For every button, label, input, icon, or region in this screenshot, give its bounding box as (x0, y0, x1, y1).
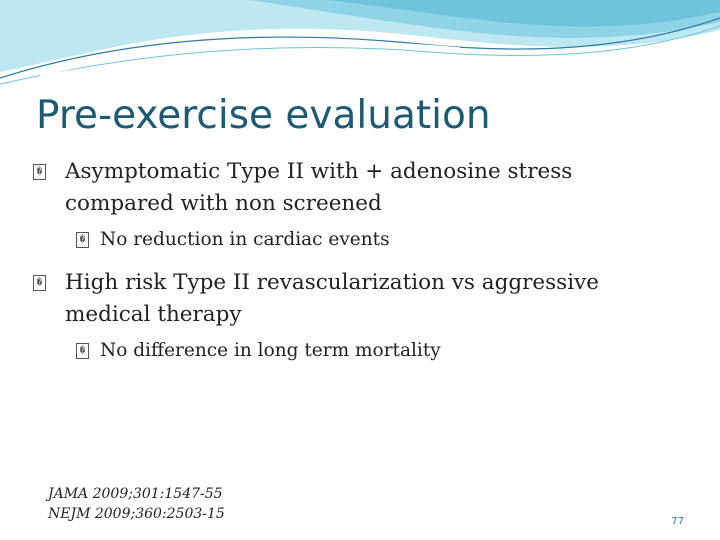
sub-bullet-item (30, 337, 670, 364)
slide-title: Pre-exercise evaluation (36, 93, 491, 138)
bullet-item (30, 267, 670, 331)
missing-glyph-icon: � (76, 232, 89, 248)
bullet-text: Asymptomatic Type II with + adenosine stress compared with non screened (65, 159, 573, 216)
bullet-item (30, 156, 670, 220)
sub-bullet-item (30, 226, 670, 253)
sub-bullet-text: No reduction in cardiac events (100, 229, 390, 250)
sub-bullet-text: No difference in long term mortality (100, 340, 441, 361)
bullet-list (30, 156, 670, 378)
reference-item: JAMA 2009;301:1547-55 (48, 486, 223, 502)
header-wave-decoration (0, 0, 720, 90)
missing-glyph-icon: � (76, 343, 89, 359)
missing-glyph-icon: � (33, 164, 46, 180)
reference-item: NEJM 2009;360:2503-15 (48, 506, 225, 522)
page-number: 77 (671, 516, 684, 527)
references (48, 484, 225, 524)
bullet-text: High risk Type II revascularization vs aggressive medical therapy (65, 270, 599, 327)
missing-glyph-icon: � (33, 275, 46, 291)
